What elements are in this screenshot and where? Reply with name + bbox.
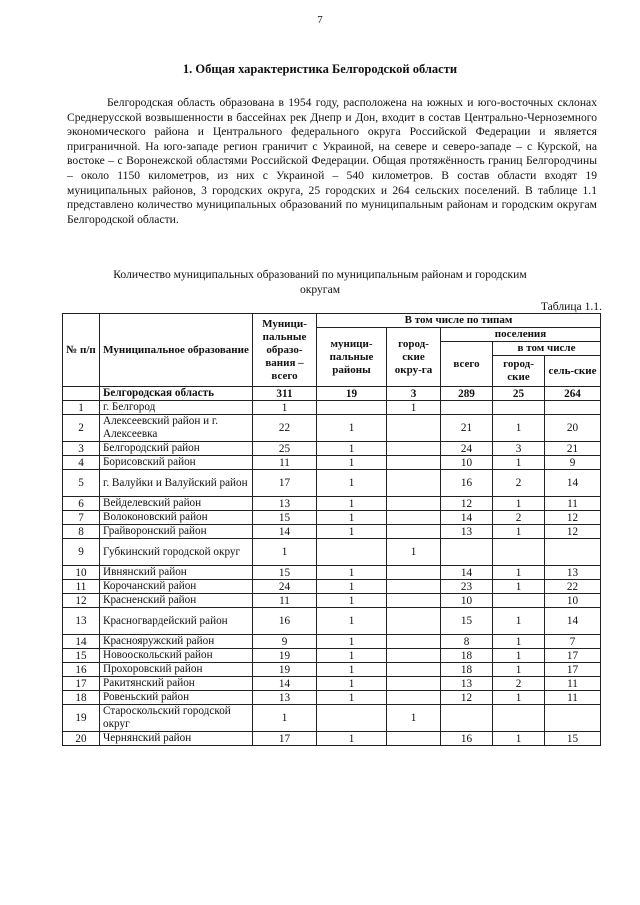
cell: 1 [317,635,387,649]
cell-name: Краснояружский район [100,635,253,649]
cell: 17 [545,649,601,663]
cell [387,732,441,746]
cell: 8 [63,525,100,539]
cell: 1 [317,608,387,635]
cell [441,705,493,732]
cell [441,401,493,415]
cell [387,608,441,635]
table-row [63,677,601,691]
table-row [63,732,601,746]
header-by-type: В том числе по типам [317,314,601,328]
cell: 4 [63,456,100,470]
cell: 17 [63,677,100,691]
cell: 1 [317,525,387,539]
cell: 3 [387,387,441,401]
table-caption: Количество муниципальных образований по муниципальным районам и городским округам [113,268,527,296]
table-body [63,387,601,746]
cell [441,539,493,566]
cell: 1 [317,649,387,663]
header-settlements-all: всего [441,342,493,387]
cell: 1 [317,677,387,691]
cell: 1 [317,415,387,442]
cell: 1 [493,663,545,677]
cell: 1 [317,566,387,580]
table-row [63,470,601,497]
cell: 15 [253,511,317,525]
cell: 1 [493,580,545,594]
table-row [63,649,601,663]
cell: 1 [317,470,387,497]
section-heading: 1. Общая характеристика Белгородской области [182,62,458,76]
cell [63,387,100,401]
cell: 14 [253,525,317,539]
cell: 15 [441,608,493,635]
page-number: 7 [317,14,323,26]
header-city-okrug: город-ские окру-га [387,328,441,387]
cell: 21 [441,415,493,442]
cell: 25 [493,387,545,401]
cell-name: г. Белгород [100,401,253,415]
cell [317,705,387,732]
header-total: Муници-пальные образо-вания – всего [253,314,317,387]
cell: 1 [493,635,545,649]
table-row [63,401,601,415]
table-row [63,539,601,566]
cell: 14 [441,511,493,525]
table-row-total [63,387,601,401]
cell: 17 [545,663,601,677]
cell [387,594,441,608]
cell: 13 [63,608,100,635]
cell-name: Грайворонский район [100,525,253,539]
cell: 1 [317,732,387,746]
cell: 1 [253,401,317,415]
cell: 19 [253,649,317,663]
table-row [63,663,601,677]
cell [387,663,441,677]
cell: 11 [63,580,100,594]
cell: 1 [387,401,441,415]
cell: 1 [317,456,387,470]
cell [387,456,441,470]
cell: 1 [317,497,387,511]
table-row [63,415,601,442]
cell: 11 [253,456,317,470]
cell: 289 [441,387,493,401]
cell: 15 [63,649,100,663]
cell: 9 [545,456,601,470]
cell: 13 [253,497,317,511]
cell [317,539,387,566]
cell: 13 [253,691,317,705]
header-districts: муници-пальные районы [317,328,387,387]
cell: 20 [545,415,601,442]
cell: 17 [253,732,317,746]
cell: 14 [545,608,601,635]
cell [545,401,601,415]
cell: 6 [63,497,100,511]
cell: 15 [545,732,601,746]
cell: 1 [317,663,387,677]
cell-name: Вейделевский район [100,497,253,511]
cell [387,511,441,525]
cell-name: Волоконовский район [100,511,253,525]
cell: 1 [493,456,545,470]
cell: 8 [441,635,493,649]
cell: 1 [387,539,441,566]
cell: 1 [317,442,387,456]
cell: 9 [63,539,100,566]
table-row [63,456,601,470]
cell: 2 [493,511,545,525]
cell [387,566,441,580]
cell: 13 [441,525,493,539]
cell: 11 [545,497,601,511]
municipalities-table [62,313,601,746]
cell: 18 [441,663,493,677]
cell: 16 [441,732,493,746]
cell: 2 [63,415,100,442]
cell: 5 [63,470,100,497]
table-row [63,580,601,594]
cell-name: Красненский район [100,594,253,608]
cell [493,401,545,415]
cell: 15 [253,566,317,580]
cell: 13 [441,677,493,691]
table-row [63,608,601,635]
cell: 20 [63,732,100,746]
cell: 10 [441,594,493,608]
cell: 13 [545,566,601,580]
cell-name: Прохоровский район [100,663,253,677]
cell: 11 [545,691,601,705]
header-urban: город-ские [493,356,545,387]
cell-name: Чернянский район [100,732,253,746]
cell: 22 [545,580,601,594]
cell: 14 [441,566,493,580]
cell: 18 [441,649,493,663]
cell: 1 [493,732,545,746]
cell: 12 [545,511,601,525]
cell: 17 [253,470,317,497]
cell: 7 [545,635,601,649]
cell: 1 [493,525,545,539]
header-num: № п/п [63,314,100,387]
table-row [63,497,601,511]
cell-name: Староскольский городской округ [100,705,253,732]
cell: 9 [253,635,317,649]
cell [387,525,441,539]
cell: 14 [253,677,317,691]
cell: 3 [493,442,545,456]
cell: 14 [545,470,601,497]
cell: 1 [317,511,387,525]
cell [493,594,545,608]
cell: 1 [493,497,545,511]
cell: 1 [493,566,545,580]
cell: 1 [493,415,545,442]
cell-name: Новооскольский район [100,649,253,663]
table-row [63,594,601,608]
cell-name: Алексеевский район и г. Алексеевка [100,415,253,442]
cell: 16 [441,470,493,497]
cell-name: Красногвардейский район [100,608,253,635]
cell: 1 [493,649,545,663]
cell: 1 [317,594,387,608]
cell: 264 [545,387,601,401]
cell: 11 [253,594,317,608]
cell-name: Ивнянский район [100,566,253,580]
cell: 1 [63,401,100,415]
cell: 1 [253,539,317,566]
cell: 23 [441,580,493,594]
cell: 3 [63,442,100,456]
cell: 12 [63,594,100,608]
cell: 10 [545,594,601,608]
cell: 24 [441,442,493,456]
cell [387,677,441,691]
table-row [63,525,601,539]
cell [387,442,441,456]
cell [493,705,545,732]
cell-name: Белгородский район [100,442,253,456]
cell: 18 [63,691,100,705]
cell: 7 [63,511,100,525]
cell: 2 [493,470,545,497]
cell: 2 [493,677,545,691]
header-rural: сель-ские [545,356,601,387]
cell: 24 [253,580,317,594]
cell: 14 [63,635,100,649]
cell: 10 [441,456,493,470]
cell: 16 [253,608,317,635]
cell-name: Борисовский район [100,456,253,470]
table-row [63,705,601,732]
cell: 12 [441,691,493,705]
cell: 12 [441,497,493,511]
cell-name: Ракитянский район [100,677,253,691]
cell: 1 [387,705,441,732]
cell-name: Белгородская область [100,387,253,401]
cell: 1 [493,691,545,705]
cell [545,705,601,732]
cell [387,649,441,663]
cell: 25 [253,442,317,456]
table-row [63,511,601,525]
cell [387,580,441,594]
cell [387,635,441,649]
cell [387,415,441,442]
cell-name: г. Валуйки и Валуйский район [100,470,253,497]
table-row [63,442,601,456]
table-row [63,691,601,705]
cell: 22 [253,415,317,442]
cell: 1 [253,705,317,732]
table-number: Таблица 1.1. [540,300,602,313]
cell: 1 [317,691,387,705]
cell: 11 [545,677,601,691]
table-row [63,566,601,580]
cell: 1 [493,608,545,635]
cell: 21 [545,442,601,456]
header-name: Муниципальное образование [100,314,253,387]
cell-name: Губкинский городской округ [100,539,253,566]
header-including: в том числе [493,342,601,356]
cell: 16 [63,663,100,677]
cell: 19 [253,663,317,677]
cell [387,691,441,705]
cell [493,539,545,566]
cell: 12 [545,525,601,539]
cell: 1 [317,580,387,594]
body-paragraph: Белгородская область образована в 1954 году, расположена на южных и юго-восточных склонах Среднерусской возвышенности в бассейнах рек Днепр и Дон, входит в состав Центрально-Черноземного экономического района и Центрального федерального округа Российской Федерации и является приграничной. На юго-западе регион граничит с Украиной, на севере и северо-западе – с Курской, на востоке – с Воронежской областями Российской Федерации. Общая протяжённость границ Белгородчины – около 1150 километров, из них с Украиной – 540 километров. В состав области входят 19 муниципальных районов, 3 городских округа, 25 городских и 264 сельских поселений. В таблице 1.1 представлено количество муниципальных образований по муниципальным районам и городским округам Белгородской области. [67,96,597,226]
cell [387,497,441,511]
cell: 311 [253,387,317,401]
cell-name: Ровеньский район [100,691,253,705]
header-settlements: поселения [441,328,601,342]
cell [387,470,441,497]
cell: 19 [317,387,387,401]
cell: 19 [63,705,100,732]
cell [545,539,601,566]
cell: 10 [63,566,100,580]
table-row [63,635,601,649]
cell [317,401,387,415]
cell-name: Корочанский район [100,580,253,594]
